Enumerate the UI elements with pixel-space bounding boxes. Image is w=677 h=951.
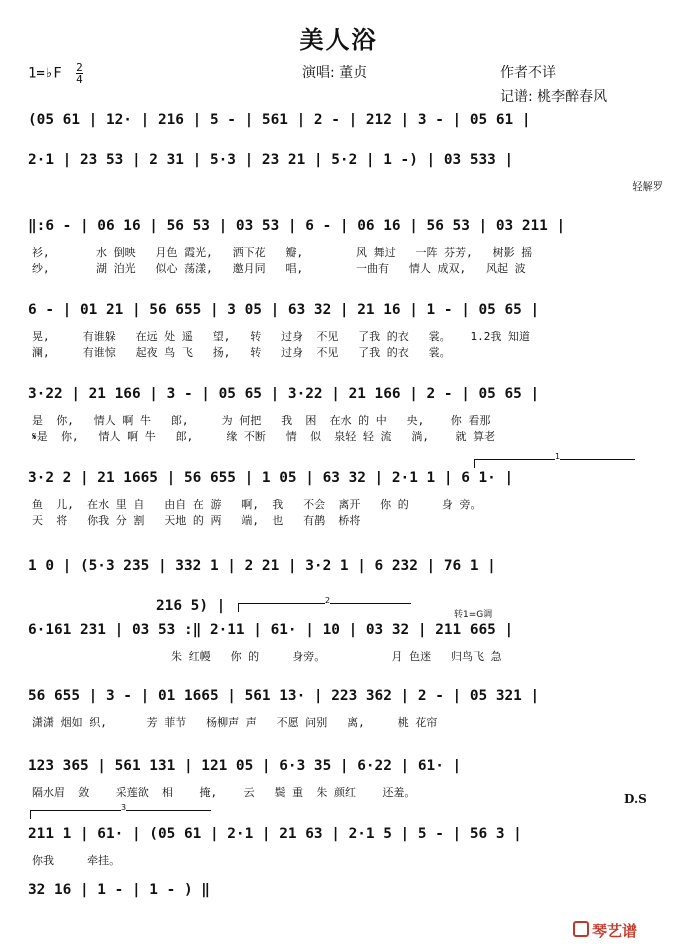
notation-line: 3·22 | 21 166 | 3 - | 05 65 | 3·22 | 21 166 | 2 - | 05 65 |: [28, 386, 540, 402]
logo-icon: [573, 921, 589, 937]
notation-line: 32 16 | 1 - | 1 - ) ‖: [28, 882, 210, 898]
time-top: 2: [76, 61, 83, 74]
volta-3: [30, 803, 211, 819]
notation-line: ‖:6 - | 06 16 | 56 53 | 03 53 | 6 - | 06 16 | 56 53 | 03 211 |: [28, 218, 566, 234]
notation-line: 2·1 | 23 53 | 2 31 | 5·3 | 23 21 | 5·2 | 1 -) | 03 533 |: [28, 152, 514, 168]
singer-credit: 演唱: 董贞: [302, 65, 368, 81]
notation-line: 6 - | 01 21 | 56 655 | 3 05 | 63 32 | 21 16 | 1 - | 05 65 |: [28, 302, 540, 318]
lyric-line-1: 潇潇 烟如 织, 芳 菲节 杨柳声 声 不愿 问别 离, 桃 花帘: [32, 716, 438, 729]
lyric-line-2: 天 将 你我 分 割 天地 的 两 端, 也 有鹊 桥将: [32, 514, 361, 527]
notation-line: 56 655 | 3 - | 01 1665 | 561 13· | 223 362 | 2 - | 05 321 |: [28, 688, 540, 704]
notation-line: 211 1 | 61· | (05 61 | 2·1 | 21 63 | 2·1 5 | 5 - | 56 3 |: [28, 826, 522, 842]
lyric-line-1: 晃, 有谁躲 在远 处 遥 望, 转 过身 不见 了我 的衣 裳。 1.2我 知道: [32, 330, 531, 343]
lyric-line-1: 衫, 水 倒映 月色 霞光, 洒下花 瓣, 风 舞过 一阵 芬芳, 树影 摇: [32, 246, 533, 259]
ds-mark: D.S: [624, 792, 647, 806]
lyric-line-1: 是 你, 情人 啊 牛 郎, 为 何把 我 困 在水 的 中 央, 你 看那: [32, 414, 491, 427]
lyric-line-1: 朱 红幔 你 的 身旁。 月 色迷 归鸟飞 急: [32, 650, 502, 663]
notation-line: 123 365 | 561 131 | 121 05 | 6·3 35 | 6·22 | 61· |: [28, 758, 462, 774]
notation-line: 3·2 2 | 21 1665 | 56 655 | 1 05 | 63 32 | 2·1 1 | 6 1· |: [28, 470, 514, 486]
volta-2: [238, 596, 411, 612]
modulation-mark: 转1=G调: [454, 610, 493, 620]
volta-2-label: 2: [325, 596, 331, 605]
notation-line: 1 0 | (5·3 235 | 332 1 | 2 21 | 3·2 1 | 6 232 | 76 1 |: [28, 558, 496, 574]
time-signature: [76, 62, 83, 85]
lyric-line-2: 澜, 有谁惊 起夜 鸟 飞 扬, 转 过身 不见 了我 的衣 裳。: [32, 346, 451, 359]
lyric-line-1: 隔水眉 敛 采莲欲 相 掩, 云 鬓 重 朱 颜红 还羞。: [32, 786, 416, 799]
author-credit: 作者不详: [500, 65, 556, 81]
volta-1-label: 1: [555, 452, 561, 461]
volta-1: [474, 452, 635, 468]
lyric-line-1: 轻解罗: [32, 180, 663, 193]
volta-3-label: 3: [121, 803, 127, 812]
notation-line: 216 5) |: [156, 598, 226, 614]
site-logo: 琴艺谱: [592, 922, 638, 940]
key-text: 1=♭F: [28, 65, 62, 82]
time-bottom: 4: [76, 73, 83, 86]
lyric-line-2: 纱, 湖 泊光 似心 荡漾, 邀月同 唱, 一曲有 情人 成双, 风起 波: [32, 262, 526, 275]
lyric-line-1: 你我 牵挂。: [32, 854, 121, 867]
notation-line: 6·161 231 | 03 53 :‖ 2·11 | 61· | 10 | 03 32 | 211 665 |: [28, 622, 514, 638]
song-title: 美人浴: [299, 25, 378, 54]
key-signature: [28, 62, 83, 85]
recorder-credit: 记谱: 桃李醉春风: [500, 89, 608, 105]
lyric-line-1: 鱼 儿, 在水 里 自 由自 在 游 啊, 我 不会 离开 你 的 身 旁。: [32, 498, 482, 511]
notation-line: (05 61 | 12· | 216 | 5 - | 561 | 2 - | 212 | 3 - | 05 61 |: [28, 112, 531, 128]
lyric-line-2: 𝄋是 你, 情人 啊 牛 郎, 缘 不断 情 似 泉轻 轻 流 淌, 就 算老: [32, 430, 496, 443]
